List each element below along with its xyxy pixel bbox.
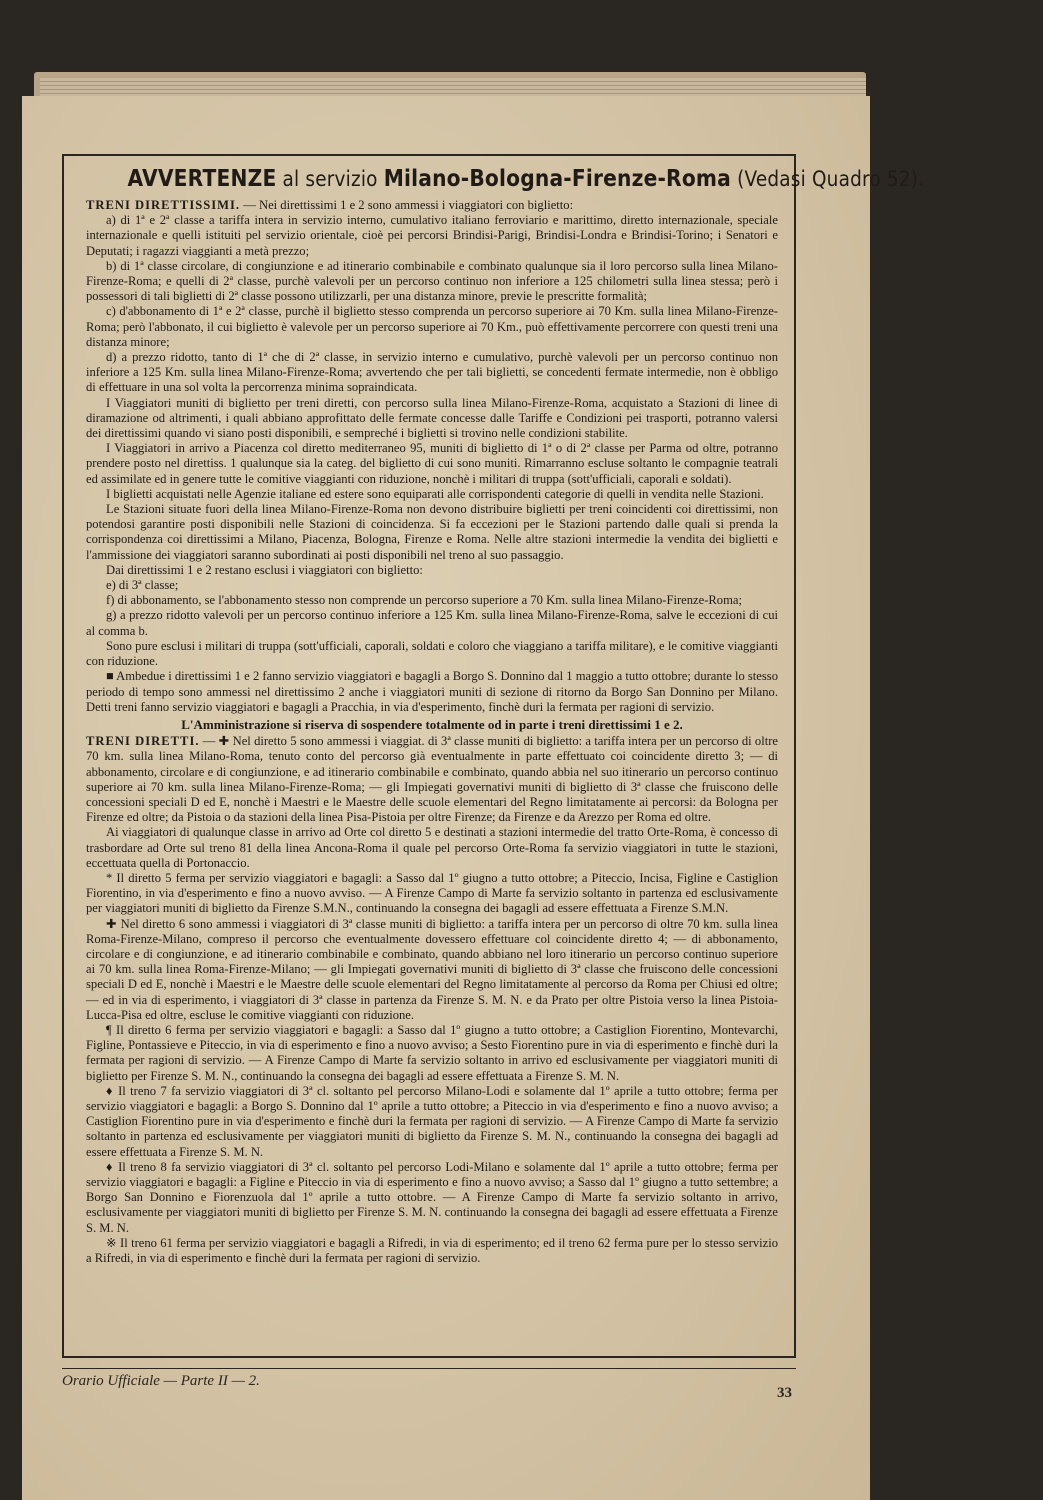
paragraph: ■ Ambedue i direttissimi 1 e 2 fanno servizio viaggiatori e bagagli a Borgo S. Donnino dal 1 maggio a tutto ottobre; durante lo stesso periodo di tempo sono ammessi nel direttissimo 2 anche i viaggiatori muniti di sezione di ritorno da Borgo San Donnino per Milano. Detti treni fanno servizio viaggiatori e bagagli a Pracchia, in via d'esperimento, finchè duri la fermata per ragioni di servizio. [86,669,778,714]
title-route: Milano-Bologna-Firenze-Roma [383,166,732,192]
paragraph: Dai direttissimi 1 e 2 restano esclusi i viaggiatori con biglietto: [106,562,423,577]
paragraph: Sono pure esclusi i militari di truppa (sott'ufficiali, caporali, soldati e coloro che viaggiano a tariffa militare), e le comitive viaggianti con riduzione. [86,638,778,669]
clause-f: f) di abbonamento, se l'abbonamento stesso non comprende un percorso superiore a 70 Km. sulla linea Milano-Firenze-Roma; [106,593,742,608]
paragraph: I Viaggiatori in arrivo a Piacenza col diretto mediterraneo 95, muniti di biglietto di 1ª o di 2ª classe per Parma od oltre, potranno prendere posto nel direttiss. 1 qualunque sia la categ. del biglietto di cui sono muniti. Rimarranno escluse soltanto le compagnie teatrali ed assimilate ed in genere tutte le comitive viaggianti con riduzione, nonchè i militari di truppa (sott'ufficiali, caporali e soldati). [86,441,778,486]
clause-b: b) di 1ª classe circolare, di congiunzione e ad itinerario combinabile e combinato qualunque sia il loro percorso sulla linea Milano-Firenze-Roma; e quelli di 2ª classe, purchè valevoli per un percorso continuo non inferiore a 125 chilometri sulla linea stessa; però i possessori di tali biglietti di 2ª classe possono utilizzarli, per una distanza minore, previe le prescritte formalità; [86,258,778,304]
paragraph: ♦ Il treno 8 fa servizio viaggiatori di 3ª cl. soltanto pel percorso Lodi-Milano e solamente dal 1º aprile a tutto ottobre; ferma per servizio viaggiatori e bagagli: a Figline e Piteccio in via di esperimento e fino a nuovo avviso; a Sasso dal 1º giugno a tutto settembre; a Borgo San Donnino e Fiorenzuola dal 1º aprile a tutto ottobre. — A Firenze Campo di Marte fa servizio soltanto in arrivo, esclusivamente per viaggiatori muniti di biglietto per Firenze S. M. N. continuando la consegna dei bagagli ad essere effettuata a Firenze S. M. N. [86,1159,778,1235]
direttissimi-heading: TRENI DIRETTISSIMI. [86,198,241,212]
diretti-intro-text: — ✚ Nel diretto 5 sono ammessi i viaggiat. di 3ª classe muniti di biglietto: a tariffa intera per un percorso di oltre 70 km. sulla linea Milano-Roma, tenuto conto del percorso già eventualmente in parte effettuato coi coincidente diretto 3; — di abbonamento, circolare e di congiunzione, e ad itinerario combinabile e combinato, quando abbia nel suo itinerario un percorso continuo superiore ai 70 km. sulla linea Milano-Firenze-Roma; — gli Impiegati governativi muniti di biglietto di 3ª classe che fruiscono delle concessioni speciali D ed E, nonchè i Maestri e le Maestre delle scuole elementari del Regno limitatamente ai percorsi: da Bologna per Firenze ed oltre; da Pistoia o da stazioni della linea Pisa-Pistoia per oltre Firenze; da Firenze e da Arezzo per Roma ed oltre. [86,734,778,825]
clause-a: a) di 1ª e 2ª classe a tariffa intera in servizio interno, cumulativo italiano ferroviario e marittimo, diretto internazionale, speciale internazionale e quelli istituiti pel servizio orientale, cioè pei percorsi Brindisi-Parigi, Brindisi-Londra e Brindisi-Torino; i Senatori e Deputati; i ragazzi viaggianti a metà prezzo; [86,213,778,258]
title-prefix: AVVERTENZE [127,166,277,192]
paragraph: ✚ Nel diretto 6 sono ammessi i viaggiatori di 3ª classe muniti di biglietto: a tariffa intera per un percorso di oltre 70 km. sulla linea Roma-Firenze-Milano, compreso il percorso che eventualmente dovessero effettuare col coincidente diretto 4; — di abbonamento, circolare e di congiunzione, e ad itinerario combinabile e combinato, quando abbiano nel loro itinerario un percorso continuo superiore ai 70 km. sulla linea Roma-Firenze-Milano; — gli Impiegati governativi muniti di biglietto di 3ª classe che fruiscono delle concessioni speciali D ed E, nonchè i Maestri e le Maestre delle scuole elementari del Regno limitatamente al percorso da Roma per Chiusi ed oltre; — ed in via di esperimento, i viaggiatori di 3ª classe in partenza da Firenze S. M. N. e da Prato per oltre Pistoia verso la linea Pistoia-Lucca-Pisa ed oltre, escluse le comitive viaggianti con riduzione. [86,916,778,1022]
paragraph: I Viaggiatori muniti di biglietto per treni diretti, con percorso sulla linea Milano-Firenze-Roma, acquistato a Stazioni di linee di diramazione od altrimenti, i quali abbiano approfittato delle fermate concesse dalle Tariffe e Condizioni pei trasporti, potranno valersi dei direttissimi quando vi siano posti disponibili, e sempreché i biglietti si trovino nelle condizioni stabilite. [86,395,778,441]
paragraph: Ai viaggiatori di qualunque classe in arrivo ad Orte col diretto 5 e destinati a stazioni intermedie del tratto Orte-Roma, è concesso di trasbordare ad Orte sul treno 81 della linea Ancona-Roma il quale pel percorso Orte-Roma fa servizio viaggiatori in tutte le stazioni, eccettuata quella di Portonaccio. [86,825,778,870]
paragraph: ※ Il treno 61 ferma per servizio viaggiatori e bagagli a Rifredi, in via di esperimento; ed il treno 62 ferma pure per lo stesso servizio a Rifredi, in via di esperimento e finchè duri la fermata per ragioni di servizio. [86,1235,778,1266]
paragraph: * Il diretto 5 ferma per servizio viaggiatori e bagagli: a Sasso dal 1º giugno a tutto ottobre; a Piteccio, Incisa, Figline e Castiglion Fiorentino, in via d'esperimento e fino a nuovo avviso. — A Firenze Campo di Marte fa servizio soltanto in partenza ed esclusivamente per viaggiatori muniti di biglietto da Firenze S.M.N., continuando la consegna dei bagagli ad essere effettuata a Firenze S.M.N. [86,870,778,916]
clause-d: d) a prezzo ridotto, tanto di 1ª che di 2ª classe, in servizio interno e cumulativo, purchè valevoli per un percorso continuo non inferiore a 125 Km. sulla linea Milano-Firenze-Roma; avvertendo che per tali biglietti, se concedenti fermate intermedie, non è obbligo di effettuare in una sol volta la percorrenza minima sopraindicata. [86,350,778,395]
paragraph: ¶ Il diretto 6 ferma per servizio viaggiatori e bagagli: a Sasso dal 1º giugno a tutto ottobre; a Castiglion Fiorentino, Montevarchi, Figline, Pontassieve e Piteccio, in via di esperimento e fino a nuovo avviso; a Sesto Fiorentino pure in via di esperimento e finchè duri la fermata per ragioni di servizio. — A Firenze Campo di Marte fa servizio soltanto in arrivo ed esclusivamente per viaggiatori muniti di biglietto per Firenze S. M. N., continuando la consegna dei bagagli ad essere effettuata a Firenze S. M. N. [86,1022,778,1083]
diretti-heading: TRENI DIRETTI. [86,734,200,749]
title-ref: (Vedasi Quadro 52). [737,167,925,191]
administration-notice: L'Amministrazione si riserva di sospendere totalmente od in parte i treni direttissimi 1 e 2. [181,716,683,732]
paragraph: I biglietti acquistati nelle Agenzie italiane ed estere sono equiparati alle corrispondenti categorie di quelli in vendita nelle Stazioni. [106,486,764,501]
page-footer [62,1368,796,1409]
page-number: 33 [777,1385,792,1401]
diretti-intro [86,734,778,825]
notice-content [64,156,925,1266]
clause-e: e) di 3ª classe; [106,578,179,593]
paragraph: Le Stazioni situate fuori della linea Milano-Firenze-Roma non devono distribuire biglietti per treni coincidenti coi direttissimi, non potendosi garantire posti disponibili nelle Stazioni di coincidenza. Si fa eccezioni per le Stazioni partendo dalle quali si prenda la corrispondenza coi direttissimi a Milano, Piacenza, Bologna, Firenze e Roma. Nelle altre stazioni intermedie la vendita dei biglietti e l'ammissione dei viaggiatori saranno subordinati ai posti disponibili nel treno al suo passaggio. [86,502,778,562]
clause-c: c) d'abbonamento di 1ª e 2ª classe, purchè il biglietto stesso comprenda un percorso superiore ai 70 Km. sulla linea Milano-Firenze-Roma; però l'abbonato, il cui biglietto è valevole per un percorso superiore ai 70 Km., può effettivamente percorrere con questi treni una distanza minore; [86,304,778,349]
title-mid: al servizio [282,167,378,191]
direttissimi-intro [86,198,778,213]
document-page [22,96,925,1500]
clause-g: g) a prezzo ridotto valevoli per un percorso continuo inferiore a 125 Km. sulla linea Milano-Firenze-Roma, salve le eccezioni di cui al comma b. [86,608,778,638]
page-title [127,166,925,192]
paragraph: ♦ Il treno 7 fa servizio viaggiatori di 3ª cl. soltanto pel percorso Milano-Lodi e solamente dal 1º aprile a tutto ottobre; ferma per servizio viaggiatori e bagagli: a Borgo S. Donnino dal 1º aprile a tutto ottobre; a Piteccio in via d'esperimento e fino a nuovo avviso; a Castiglion Fiorentino pure in via d'esperimento e finchè duri la fermata per ragioni di servizio. — A Firenze Campo di Marte fa servizio soltanto in partenza ed esclusivamente per viaggiatori muniti di biglietto da Firenze S. M. N., continuando la consegna dei bagagli ad essere effettuata a Firenze S. M. N. [86,1083,778,1159]
footer-publication: Orario Ufficiale — Parte II — 2. [62,1373,260,1389]
direttissimi-intro-text: — Nei direttissimi 1 e 2 sono ammessi i viaggiatori con biglietto: [243,198,574,212]
notice-frame [62,154,925,1358]
